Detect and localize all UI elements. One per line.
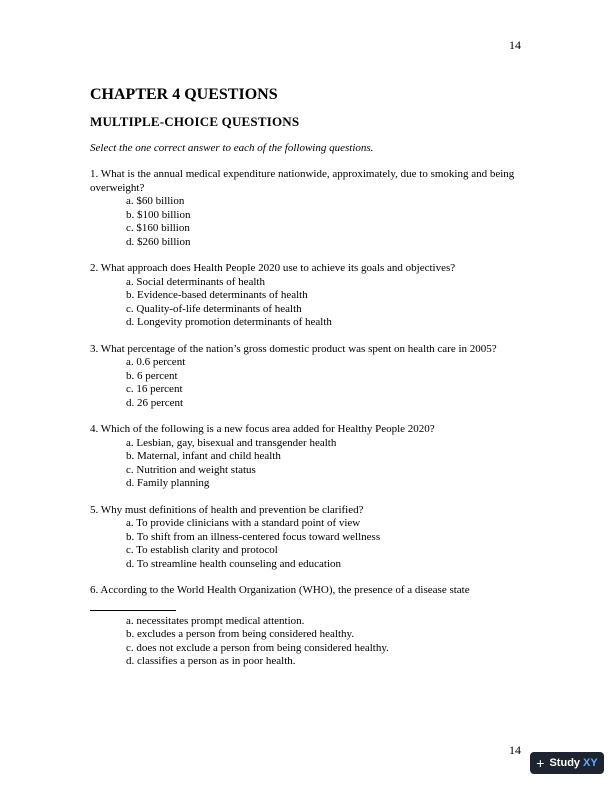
option-c: c. To establish clarity and protocol [126, 544, 278, 556]
option-d: d. To streamline health counseling and education [126, 557, 341, 570]
option-a: a. To provide clinicians with a standard point of view [126, 517, 361, 529]
question-5 [90, 504, 520, 572]
plus-icon: + [536, 755, 545, 771]
studyxy-badge[interactable] [530, 752, 604, 774]
question-6 [90, 584, 520, 669]
question-text: 1. What is the annual medical expenditure nationwide, approximately, due to smoking and being overweight? [90, 168, 515, 194]
question-text: 6. According to the World Health Organization (WHO), the presence of a disease state [90, 584, 470, 596]
option-d: d. $260 billion [126, 235, 191, 248]
option-b: b. 6 percent [126, 369, 178, 382]
option-a: a. Social determinants of health [126, 275, 265, 288]
section-title: MULTIPLE-CHOICE QUESTIONS [90, 114, 300, 129]
option-c: c. $160 billion [126, 222, 190, 234]
page-number-bottom: 14 [509, 743, 521, 757]
question-text: 3. What percentage of the nation’s gross domestic product was spent on health care in 2005? [90, 342, 497, 355]
option-a: a. Lesbian, gay, bisexual and transgender health [126, 436, 337, 449]
document-body [90, 86, 520, 682]
option-d: d. classifies a person as in poor health. [126, 655, 296, 667]
question-text: 2. What approach does Health People 2020 use to achieve its goals and objectives? [90, 262, 456, 274]
question-text: 4. Which of the following is a new focus area added for Healthy People 2020? [90, 423, 435, 435]
option-c: c. does not exclude a person from being considered healthy. [126, 641, 389, 654]
answer-options [90, 517, 520, 571]
option-b: b. To shift from an illness-centered focus toward wellness [126, 530, 381, 543]
chapter-title: CHAPTER 4 QUESTIONS [90, 86, 278, 103]
question-4 [90, 423, 520, 491]
option-c: c. Nutrition and weight status [126, 463, 256, 476]
option-b: b. $100 billion [126, 208, 191, 221]
option-a: a. necessitates prompt medical attention. [126, 614, 305, 627]
option-c: c. Quality-of-life determinants of health [126, 302, 302, 315]
question-text: 5. Why must definitions of health and prevention be clarified? [90, 503, 364, 516]
instructions: Select the one correct answer to each of the following questions. [90, 142, 374, 154]
option-c: c. 16 percent [126, 383, 183, 395]
answer-options [90, 276, 520, 330]
question-1 [90, 168, 520, 249]
answer-options [90, 356, 520, 410]
option-a: a. $60 billion [126, 195, 185, 207]
answer-options [90, 437, 520, 491]
question-2 [90, 262, 520, 330]
page-number-top: 14 [509, 38, 521, 52]
option-d: d. Family planning [126, 477, 210, 489]
answer-options [90, 195, 520, 249]
option-b: b. Evidence-based determinants of health [126, 289, 308, 301]
answer-options [90, 615, 520, 669]
option-b: b. excludes a person from being considered healthy. [126, 628, 355, 640]
option-d: d. Longevity promotion determinants of health [126, 316, 332, 328]
question-3 [90, 343, 520, 411]
badge-study-text: Study [549, 757, 581, 769]
answer-blank-line [90, 610, 176, 611]
option-d: d. 26 percent [126, 396, 184, 409]
badge-xy-text: XY [583, 757, 598, 769]
option-b: b. Maternal, infant and child health [126, 450, 281, 462]
option-a: a. 0.6 percent [126, 356, 186, 368]
